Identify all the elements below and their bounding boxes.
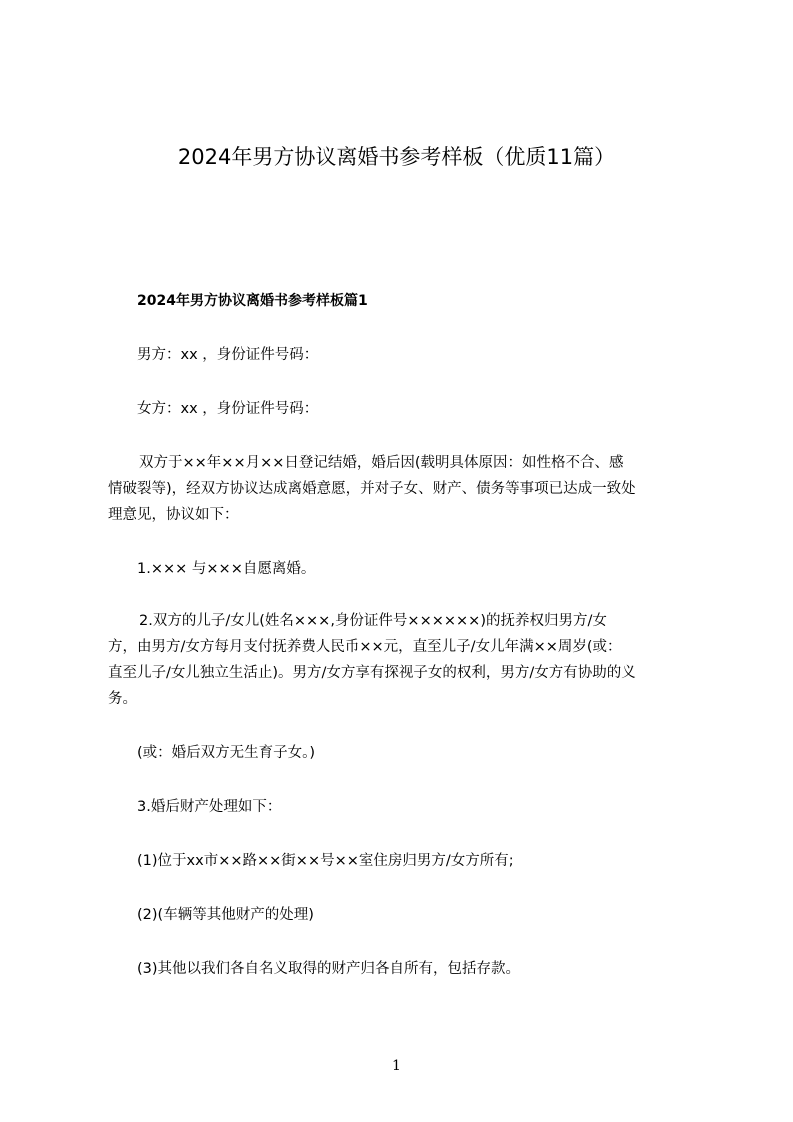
clause-2-line-3: 直至儿子/女儿独立生活止)。男方/女方享有探视子女的权利，男方/女方有协助的义 [108, 665, 636, 681]
clause-2-line-1: 2.双方的儿子/女儿(姓名×××,身份证件号××××××)的抚养权归男方/女 [139, 613, 607, 629]
clause-2-alternative: (或：婚后双方无生育子女。) [137, 745, 316, 761]
male-party-line: 男方：xx ，身份证件号码： [137, 347, 319, 363]
document-title: 2024年男方协议离婚书参考样板（优质11篇） [177, 145, 616, 169]
clause-3-subitem-3: (3)其他以我们各自名义取得的财产归各自所有，包括存款。 [137, 961, 521, 977]
clause-1: 1.××× 与×××自愿离婚。 [137, 561, 316, 577]
intro-paragraph-line-2: 情破裂等)，经双方协议达成离婚意愿，并对子女、财产、债务等事项已达成一致处 [108, 481, 636, 497]
intro-paragraph-line-1: 双方于××年××月××日登记结婚，婚后因(载明具体原因：如性格不合、感 [139, 455, 624, 471]
clause-2-line-2: 方，由男方/女方每月支付抚养费人民币××元，直至儿子/女儿年满××周岁(或： [108, 639, 622, 655]
intro-paragraph-line-3: 理意见，协议如下： [108, 507, 239, 523]
page-number: 1 [392, 1058, 401, 1074]
clause-3-subitem-1: (1)位于xx市××路××街××号××室住房归男方/女方所有; [137, 853, 514, 869]
female-party-line: 女方：xx ，身份证件号码： [137, 401, 319, 417]
section-heading: 2024年男方协议离婚书参考样板篇1 [137, 293, 368, 309]
clause-3: 3.婚后财产处理如下： [137, 799, 282, 815]
clause-3-subitem-2: (2)(车辆等其他财产的处理) [137, 907, 314, 923]
clause-2-line-4: 务。 [108, 691, 137, 707]
